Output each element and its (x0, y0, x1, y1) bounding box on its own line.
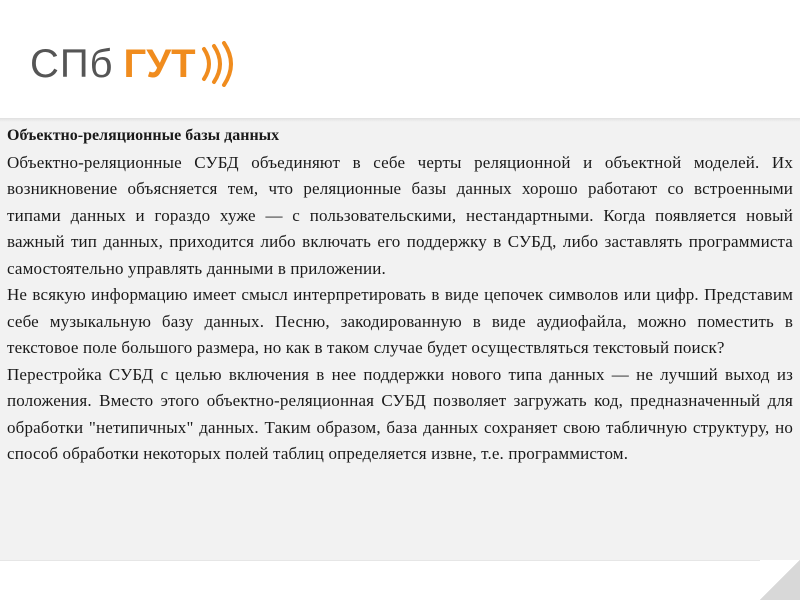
logo-gut-text: ГУТ (123, 42, 196, 86)
logo (30, 34, 240, 94)
sound-waves-icon (200, 41, 240, 87)
section-heading: Объектно-реляционные базы данных (7, 127, 280, 144)
panel-shadow (0, 118, 800, 122)
content-block (7, 123, 793, 468)
page-curl-corner (760, 560, 800, 600)
paragraph-1: Объектно-реляционные СУБД объединяют в себе черты реляционной и объектной моделей. Их возникновение объясняется тем, что реляционные базы данных хорошо работают со встроенными типами данных и гораздо хуже — с пользовательскими, нестандартными. Когда появляется новый важный тип данных, приходится либо включать его поддержку в СУБД, либо заставлять программиста самостоятельно управлять данными в приложении. (7, 152, 793, 278)
bottom-divider (0, 560, 800, 561)
paragraph-2: Не всякую информацию имеет смысл интерпретировать в виде цепочек символов или цифр. Представим себе музыкальную базу данных. Песню, закодированную в виде аудиофайла, можно поместить в текстовое поле большого размера, но как в таком случае будет осуществляться текстовый поиск? (7, 285, 793, 357)
logo-spb-text: СПб (30, 42, 114, 86)
paragraph-3: Перестройка СУБД с целью включения в нее поддержки нового типа данных — не лучший выход из положения. Вместо этого объектно-реляционная СУБД позволяет загружать код, предназначенный для обработки "нетипичных" данных. Таким образом, база данных сохраняет свою табличную структуру, но способ обработки некоторых полей таблиц определяется извне, т.е. программистом. (7, 364, 793, 463)
